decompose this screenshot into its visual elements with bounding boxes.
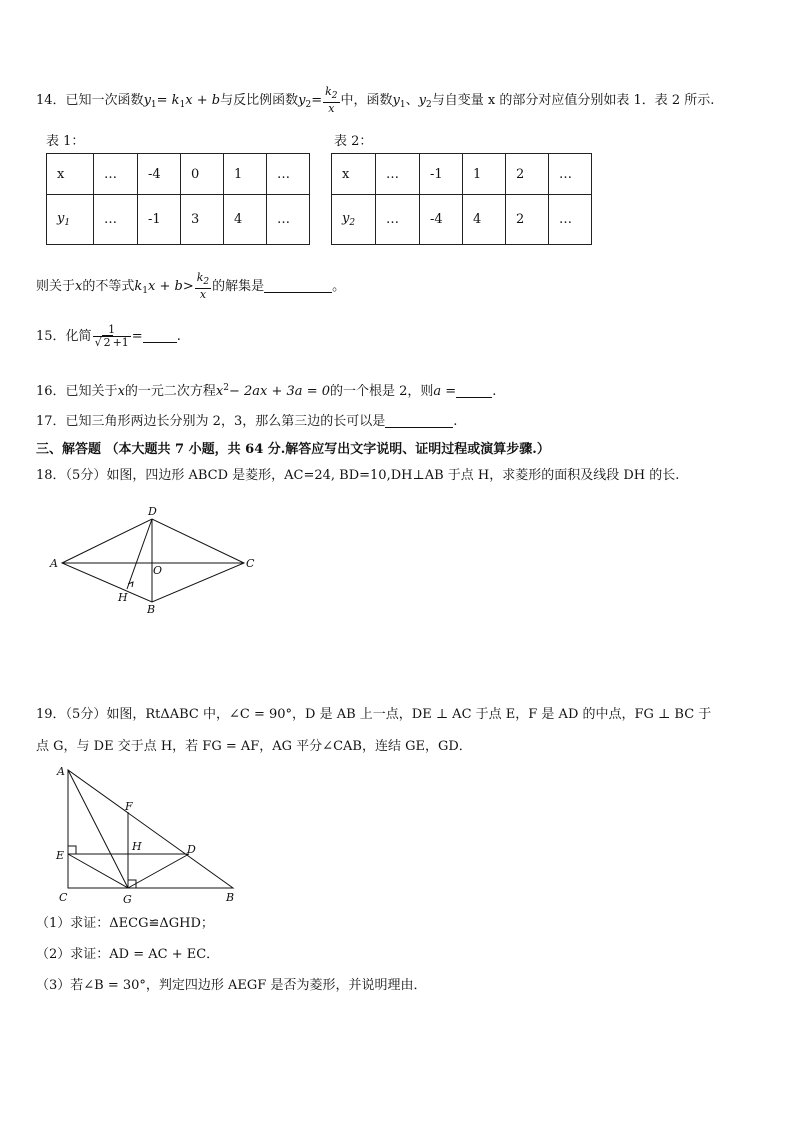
answer-blank <box>456 383 492 398</box>
q14-statement: 14．已知一次函数$y_1= k_1x + b$与反比例函数$y_2=$ $\frac{k_2}{x}$ 中，函数$y_1$、$y_2$与自变量 x 的部分对应值分别如表 1．表 2 所示. <box>36 85 715 115</box>
right-angle-mark-e <box>68 846 76 854</box>
fraction-k2-over-x: $\frac{k_2}{x}$ <box>325 85 338 115</box>
answer-blank <box>264 278 332 293</box>
rhombus-abcd <box>62 519 244 602</box>
q19-line1: 19．（5分）如图，RtΔABC 中，∠C = 90°，D 是 AB 上一点，DE ⊥ AC 于点 E，F 是 AD 的中点，FG ⊥ BC 于 <box>36 707 712 722</box>
table-row: $y_2$ … -4 4 2 … <box>332 195 592 245</box>
table-row: x … -4 0 1 … <box>47 154 310 195</box>
question-number: 17． <box>36 414 66 429</box>
table-1 <box>46 153 310 245</box>
label-e: E <box>56 849 65 862</box>
label-g: G <box>123 893 132 906</box>
q19-part1: （1）求证：ΔECG≌ΔGHD； <box>36 916 214 931</box>
rhombus-figure <box>40 505 270 625</box>
q15-statement: 15．化简 $\frac{1}{√ 2 +1}$ = . <box>36 323 181 349</box>
triangle-abc <box>68 770 233 888</box>
q16-statement: 16．已知关于x的一元二次方程$x^2- 2ax + 3a = 0$的一个根是 2，则a = . <box>36 383 497 399</box>
label-f: F <box>125 800 133 813</box>
label-a: A <box>50 557 58 570</box>
label-o: O <box>153 564 163 577</box>
q17-statement: 17．已知三角形两边长分别为 2，3，那么第三边的长可以是 . <box>36 414 458 429</box>
answer-blank <box>143 328 177 343</box>
q19-line2: 点 G，与 DE 交于点 H，若 FG = AF，AG 平分∠CAB，连结 GE，GD． <box>36 739 472 754</box>
fraction-1-over-sqrt2-plus-1: $\frac{1}{√ 2 +1}$ <box>94 323 129 349</box>
label-h: H <box>132 840 142 853</box>
table-2 <box>331 153 592 245</box>
label-b: B <box>147 603 156 616</box>
section-heading: 三、解答题 （本大题共 7 小题，共 64 分.解答应写出文字说明、证明过程或演算步骤.） <box>36 442 550 457</box>
triangle-figure <box>48 760 248 910</box>
label-c: C <box>246 557 255 570</box>
q19-part3: （3）若∠B = 30°，判定四边形 AEGF 是否为菱形，并说明理由． <box>36 978 427 993</box>
label-c: C <box>59 891 68 904</box>
segment-ag <box>68 770 128 888</box>
fraction-k2-over-x: $\frac{k_2}{x}$ <box>196 271 210 301</box>
q19-part2: （2）求证：AD = AC + EC． <box>36 947 220 962</box>
q18-statement: 18．（5分）如图，四边形 ABCD 是菱形，AC=24, BD=10,DH⊥AB 于点 H，求菱形的面积及线段 DH 的长. <box>36 468 680 483</box>
table-row: x … -1 1 2 … <box>332 154 592 195</box>
table2-caption: 表 2： <box>334 134 373 149</box>
table-row: $y_1$ … -1 3 4 … <box>47 195 310 245</box>
question-number: 19． <box>36 707 66 722</box>
segment-gd <box>128 854 189 888</box>
question-number: 16． <box>36 384 66 399</box>
q14-inequality: 则关于x的不等式$k_1x + b>$ $\frac{k_2}{x}$ 的解集是 。 <box>36 271 346 301</box>
answer-blank <box>385 413 453 428</box>
question-number: 15． <box>36 329 66 344</box>
question-number: 14． <box>36 93 66 108</box>
label-b: B <box>226 891 235 904</box>
label-d: D <box>187 843 196 856</box>
table1-caption: 表 1： <box>46 134 85 149</box>
question-number: 18． <box>36 468 66 483</box>
label-h: H <box>118 591 128 604</box>
label-a: A <box>57 765 65 778</box>
label-d: D <box>148 505 157 518</box>
